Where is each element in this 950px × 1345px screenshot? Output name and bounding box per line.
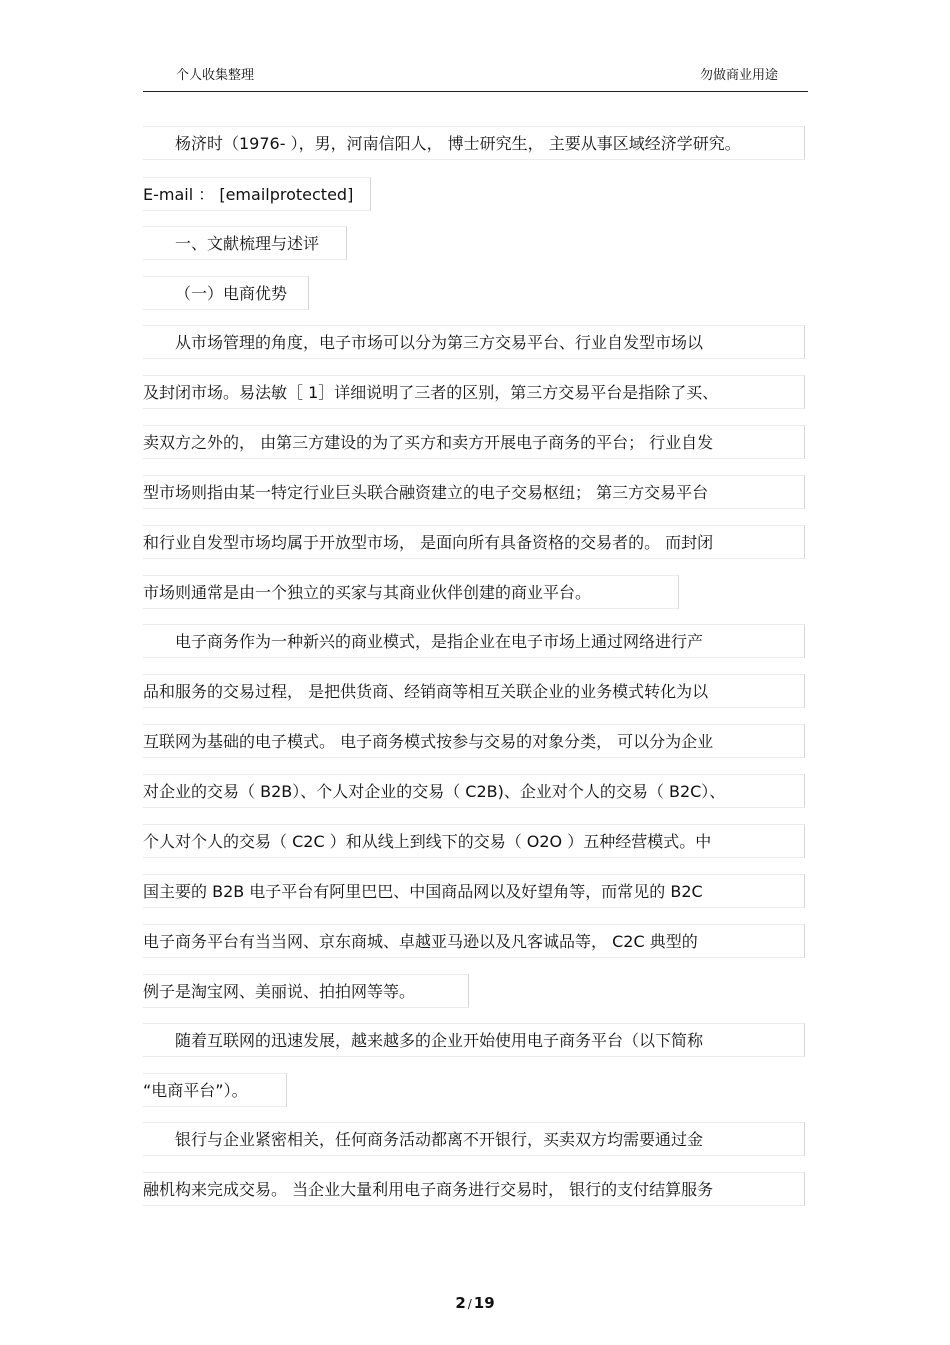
paragraph-line: 型市场则指由某一特定行业巨头联合融资建立的电子交易枢纽； 第三方交易平台 (143, 475, 805, 509)
page-header-right: 勿做商业用途 (700, 68, 779, 83)
page-header-left: 个人收集整理 (176, 68, 255, 83)
paragraph-line: 个人对个人的交易（ C2C ）和从线上到线下的交易（ O2O ）五种经营模式。中 (143, 824, 805, 858)
paragraph-line: 例子是淘宝网、美丽说、拍拍网等等。 (143, 974, 469, 1008)
paragraph-line: 卖双方之外的， 由第三方建设的为了买方和卖方开展电子商务的平台； 行业自发 (143, 425, 805, 459)
paragraph-line: 和行业自发型市场均属于开放型市场， 是面向所有具备资格的交易者的。 而封闭 (143, 525, 805, 559)
paragraph-line: 市场则通常是由一个独立的买家与其商业伙伴创建的商业平台。 (143, 575, 679, 609)
paragraph-line: 国主要的 B2B 电子平台有阿里巴巴、中国商品网以及好望角等，而常见的 B2C (143, 874, 805, 908)
paragraph-line: 融机构来完成交易。 当企业大量利用电子商务进行交易时， 银行的支付结算服务 (143, 1172, 805, 1206)
paragraph-line: 互联网为基础的电子模式。 电子商务模式按参与交易的对象分类， 可以分为企业 (143, 724, 805, 758)
paragraph-line: “电商平台”）。 (143, 1073, 287, 1107)
paragraph-line: 随着互联网的迅速发展，越来越多的企业开始使用电子商务平台（以下简称 (143, 1023, 805, 1057)
email-line: E-mail ： [emailprotected] (143, 177, 371, 211)
paragraph-line: 从市场管理的角度，电子市场可以分为第三方交易平台、行业自发型市场以 (143, 325, 805, 359)
section-heading: 一、文献梳理与述评 (143, 226, 347, 260)
page-number (0, 1293, 950, 1314)
page-current: 2 (455, 1294, 466, 1312)
subsection-heading: （一）电商优势 (143, 276, 309, 310)
paragraph-line: 电子商务平台有当当网、京东商城、卓越亚马逊以及凡客诚品等， C2C 典型的 (143, 924, 805, 958)
paragraph-line: 对企业的交易（ B2B）、个人对企业的交易（ C2B)、企业对个人的交易（ B2C）、 (143, 774, 805, 808)
paragraph-line: 及封闭市场。易法敏［ 1］详细说明了三者的区别，第三方交易平台是指除了买、 (143, 375, 805, 409)
paragraph-line: 银行与企业紧密相关，任何商务活动都离不开银行，买卖双方均需要通过金 (143, 1122, 805, 1156)
page-total: 19 (473, 1294, 495, 1312)
author-note-line: 杨济时（1976- ），男，河南信阳人， 博士研究生， 主要从事区域经济学研究。 (143, 126, 805, 160)
header-rule (143, 91, 808, 92)
page-separator: / (467, 1297, 472, 1311)
paragraph-line: 电子商务作为一种新兴的商业模式，是指企业在电子市场上通过网络进行产 (143, 624, 805, 658)
paragraph-line: 品和服务的交易过程， 是把供货商、经销商等相互关联企业的业务模式转化为以 (143, 674, 805, 708)
